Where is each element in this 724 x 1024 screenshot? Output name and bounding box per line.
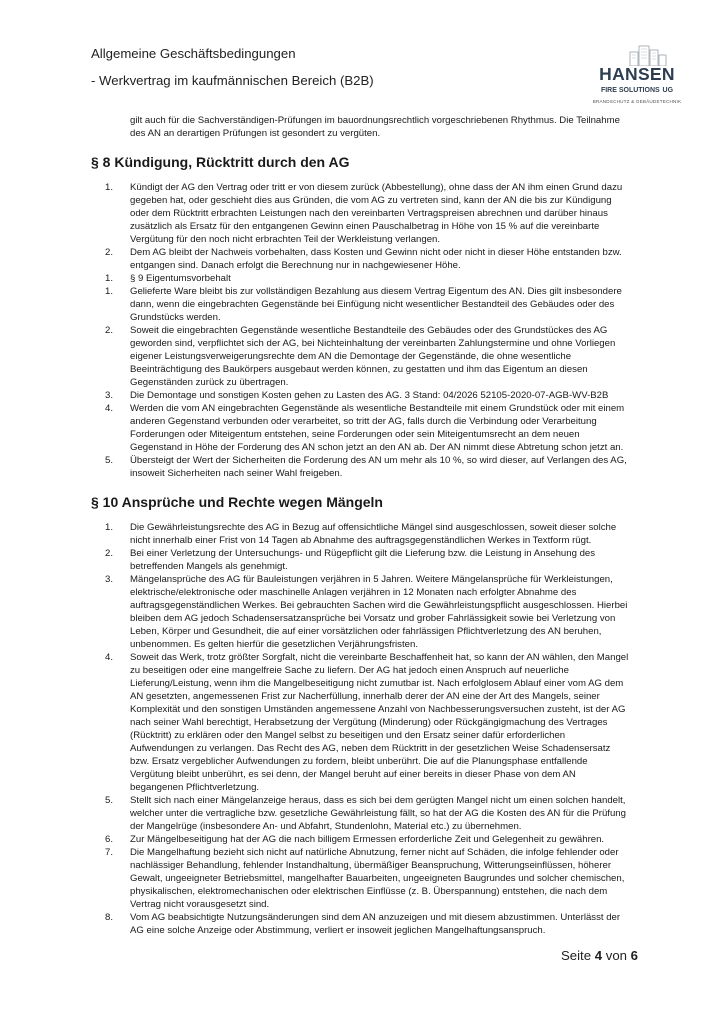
list-item-number: 2.	[105, 247, 114, 258]
list-item-number: 2.	[105, 325, 114, 336]
list-item	[91, 402, 631, 454]
list-item-number: 3.	[105, 574, 114, 585]
logo-name: HANSEN	[599, 64, 675, 84]
list-item	[91, 547, 631, 573]
list-item-text: Zur Mängelbeseitigung hat der AG die nach billigem Ermessen erforderliche Zeit und Gelegenheit zu gewähren.	[130, 834, 605, 845]
list-item-number: 1.	[105, 286, 114, 297]
list-item-number: 7.	[105, 847, 114, 858]
list-item	[91, 454, 631, 480]
page-number-prefix: Seite	[560, 948, 592, 963]
logo-subname-suffix: UG	[662, 87, 674, 94]
section-heading: § 8 Kündigung, Rücktritt durch den AG	[91, 154, 350, 170]
section-8-list	[91, 181, 631, 480]
list-item	[91, 521, 631, 547]
list-item-number: 2.	[105, 548, 114, 559]
list-item-number: 3.	[105, 390, 114, 401]
document-subtitle: - Werkvertrag im kaufmännischen Bereich (B2B)	[91, 73, 374, 88]
list-item-number: 5.	[105, 455, 114, 466]
page-number-middle: von	[605, 948, 627, 963]
list-item	[91, 285, 631, 324]
list-item	[91, 573, 631, 651]
list-item-text: Die Gewährleistungsrechte des AG in Bezug auf offensichtliche Mängel sind ausgeschlossen, soweit dieser solche nicht innerhalb einer Frist von 14 Tagen ab Abnahme des auftragsgegenständlichen Werkes in Textform rügt.	[130, 522, 617, 546]
list-item	[91, 324, 631, 389]
intro-paragraph: gilt auch für die Sachverständigen-Prüfungen im bauordnungsrechtlich vorgeschriebenen Rhythmus. Die Teilnahme des AN an derartigen Prüfungen ist gesondert zu vergüten.	[130, 115, 620, 139]
list-item-text: Bei einer Verletzung der Untersuchungs- und Rügepflicht gilt die Lieferung bzw. die Leistung in Ansehung des betreffenden Mangels als genehmigt.	[130, 548, 596, 572]
section-10-list	[91, 521, 631, 937]
document-body	[91, 114, 631, 937]
list-item-text: Soweit das Werk, trotz größter Sorgfalt, nicht die vereinbarte Beschaffenheit hat, so kann der AN wählen, den Mangel zu beseitigen oder eine mangelfreie Sache zu liefern. Der AG hat jedoch einen Anspruch auf neuerliche Lieferung/Leistung, wenn ihm die Mangelbeseitigung nicht zumutbar ist. Nach erfolglosem Ablauf einer vom AG dem AN gesetzten, angemessenen Frist zur Nacherfüllung, innerhalb derer der AN eine der Art des Mangels, seiner Komplexität und den sonstigen Umständen angemessene Anzahl von Nachbesserungsversuchen zusteht, ist der AG nach seiner Wahl berechtigt, Herabsetzung der Vergütung (Minderung) oder Rückgängigmachung des Vertrages (Rücktritt) zu erklären oder den Mangel selbst zu beseitigen und den Ersatz seiner dafür erforderlichen Aufwendungen zu verlangen. Das Recht des AG, neben dem Rücktritt in der gesetzlichen Weise Schadensersatz bzw. Ersatz vergeblicher Aufwendungen zu fordern, bleibt unberührt. Die auf die Planungsphase entfallende Vergütung bleibt unberührt, es sei denn, der Mangel beruht auf einer bereits in dieser Phase von dem AN begangenen Pflichtverletzung.	[130, 652, 629, 793]
list-item-number: 4.	[105, 403, 114, 414]
list-item-text: Kündigt der AG den Vertrag oder tritt er von diesem zurück (Abbestellung), ohne dass der AN ihm einen Grund dazu gegeben hat, oder geschieht dies aus Gründen, die vom AG zu vertreten sind, kann der AN die bis zur Kündigung oder dem Rücktritt erbrachten Leistungen nach den vereinbarten Vertragspreisen abrechnen und darüber hinaus zusätzlich als Ersatz für den entgangenen Gewinn einen Pauschalbetrag in Höhe von 15 % auf die vereinbarte Vergütung für den noch nicht erbrachten Teil der Werkleistung verlangen.	[130, 182, 623, 245]
current-page: 4	[594, 948, 603, 963]
list-item-text: Gelieferte Ware bleibt bis zur vollständigen Bezahlung aus diesem Vertrag Eigentum des AN. Dies gilt insbesondere dann, wenn die eingebrachten Gegenstände bei Einfügung nicht wesentlicher Bestandteil des Gebäudes oder des Grundstücks werden.	[130, 286, 622, 323]
list-item-number: 6.	[105, 834, 114, 845]
list-item	[91, 794, 631, 833]
list-item-number: 5.	[105, 795, 114, 806]
list-item-text: Dem AG bleibt der Nachweis vorbehalten, dass Kosten und Gewinn nicht oder nicht in dieser Höhe entstanden bzw. entgangen sind. Danach erfolgt die Berechnung nur in nachgewiesener Höhe.	[130, 247, 622, 271]
logo-subname-main: FIRE SOLUTIONS	[600, 87, 660, 94]
logo-subname	[588, 84, 686, 95]
list-item	[91, 389, 631, 402]
list-item	[91, 246, 631, 272]
list-item-text: Übersteigt der Wert der Sicherheiten die Forderung des AN um mehr als 10 %, so wird dieser, auf Verlangen des AG, insoweit Sicherheiten nach seiner Wahl freigeben.	[130, 455, 627, 479]
section-heading: § 10 Ansprüche und Rechte wegen Mängeln	[91, 494, 383, 510]
list-item-number: 1.	[105, 522, 114, 533]
list-item-number: 1.	[105, 273, 114, 284]
list-item-number: 8.	[105, 912, 114, 923]
list-item	[91, 651, 631, 794]
list-item	[91, 846, 631, 911]
page-number	[561, 948, 638, 963]
city-skyline-icon	[588, 44, 686, 66]
logo-tagline: BRANDSCHUTZ & GEBÄUDETECHNIK	[592, 99, 682, 104]
list-item-text: § 9 Eigentumsvorbehalt	[130, 273, 231, 284]
company-logo	[588, 44, 686, 108]
list-item-text: Mängelansprüche des AG für Bauleistungen verjähren in 5 Jahren. Weitere Mängelansprüche für Werkleistungen, elektrische/elektronische oder maschinelle Anlagen verjähren in 12 Monaten nach erfolgter Abnahme des auftragsgegenständlichen Werkes. Bei gebrauchten Sachen wird die Gewährleistungspflicht ausgeschlossen. Hierbei bleiben dem AG jedoch Schadensersatzansprüche bei Vorsatz und grober Fahrlässigkeit sowie bei Verletzung von Leben, Körper und Gesundheit, die auf einer vorsätzlichen oder fahrlässigen Pflichtverletzung des AN beruhen, unbenommen. Es gelten hierfür die gesetzlichen Verjährungsfristen.	[130, 574, 628, 650]
list-item-text: Vom AG beabsichtigte Nutzungsänderungen sind dem AN anzuzeigen und mit diesem abzustimmen. Unterlässt der AG eine solche Anzeige oder Abstimmung, verliert er insoweit jeglichen Mangelhaftungsanspruch.	[130, 912, 621, 936]
list-item	[91, 272, 631, 285]
document-title: Allgemeine Geschäftsbedingungen	[91, 46, 296, 61]
list-item	[91, 181, 631, 246]
list-item-text: Die Mangelhaftung bezieht sich nicht auf natürliche Abnutzung, ferner nicht auf Schäden, die infolge fehlender oder nachlässiger Behandlung, fehlender Instandhaltung, übermäßiger Beanspruchung, Witterungseinflüssen, höherer Gewalt, ungeeigneter Betriebsmittel, mangelhafter Bauarbeiten, ungeeigneten Baugrundes und solcher chemischen, physikalischen, elektromechanischen oder elektrischen Einflüsse (z. B. Überspannung) entstehen, die nach dem Vertrag nicht vorausgesetzt sind.	[130, 847, 625, 910]
list-item	[91, 833, 631, 846]
list-item-number: 4.	[105, 652, 114, 663]
list-item-text: Werden die vom AN eingebrachten Gegenstände als wesentliche Bestandteile mit einem Grundstück oder mit einem anderen Gegenstand verbunden oder verarbeitet, so tritt der AG, falls durch die Verbindung oder Verarbeitung Forderungen oder Miteigentum entstehen, seine Forderungen oder sein Miteigentumsrecht an dem neuen Gegenstand in Höhe der Forderung des AN schon jetzt an den AN ab. Der AN nimmt diese Abtretung schon jetzt an.	[130, 403, 625, 453]
list-item-text: Soweit die eingebrachten Gegenstände wesentliche Bestandteile des Gebäudes oder des Grundstückes des AG geworden sind, verpflichtet sich der AG, bei Nichteinhaltung der vereinbarten Zahlungstermine und ohne Vorliegen eigener Leistungsverweigerungsrechte dem AN die Demontage der Gegenstände, die ohne wesentliche Beeinträchtigung des Baukörpers ausgebaut werden können, zu gestatten und ihm das Eigentum an diesen Gegenständen zurück zu übertragen.	[130, 325, 616, 388]
list-item-text: Die Demontage und sonstigen Kosten gehen zu Lasten des AG. 3 Stand: 04/2026 52105-2020-07-AGB-WV-B2B	[130, 390, 609, 401]
list-item	[91, 911, 631, 937]
total-pages: 6	[630, 948, 638, 963]
list-item-number: 1.	[105, 182, 114, 193]
list-item-text: Stellt sich nach einer Mängelanzeige heraus, dass es sich bei dem gerügten Mangel nicht um einen solchen handelt, welcher unter die vertragliche bzw. gesetzliche Gewährleistung fällt, so hat der AG die Kosten des AN für die Prüfung der Mangelrüge (insbesondere An- und Abfahrt, Stundenlohn, Material etc.) zu übernehmen.	[130, 795, 626, 832]
